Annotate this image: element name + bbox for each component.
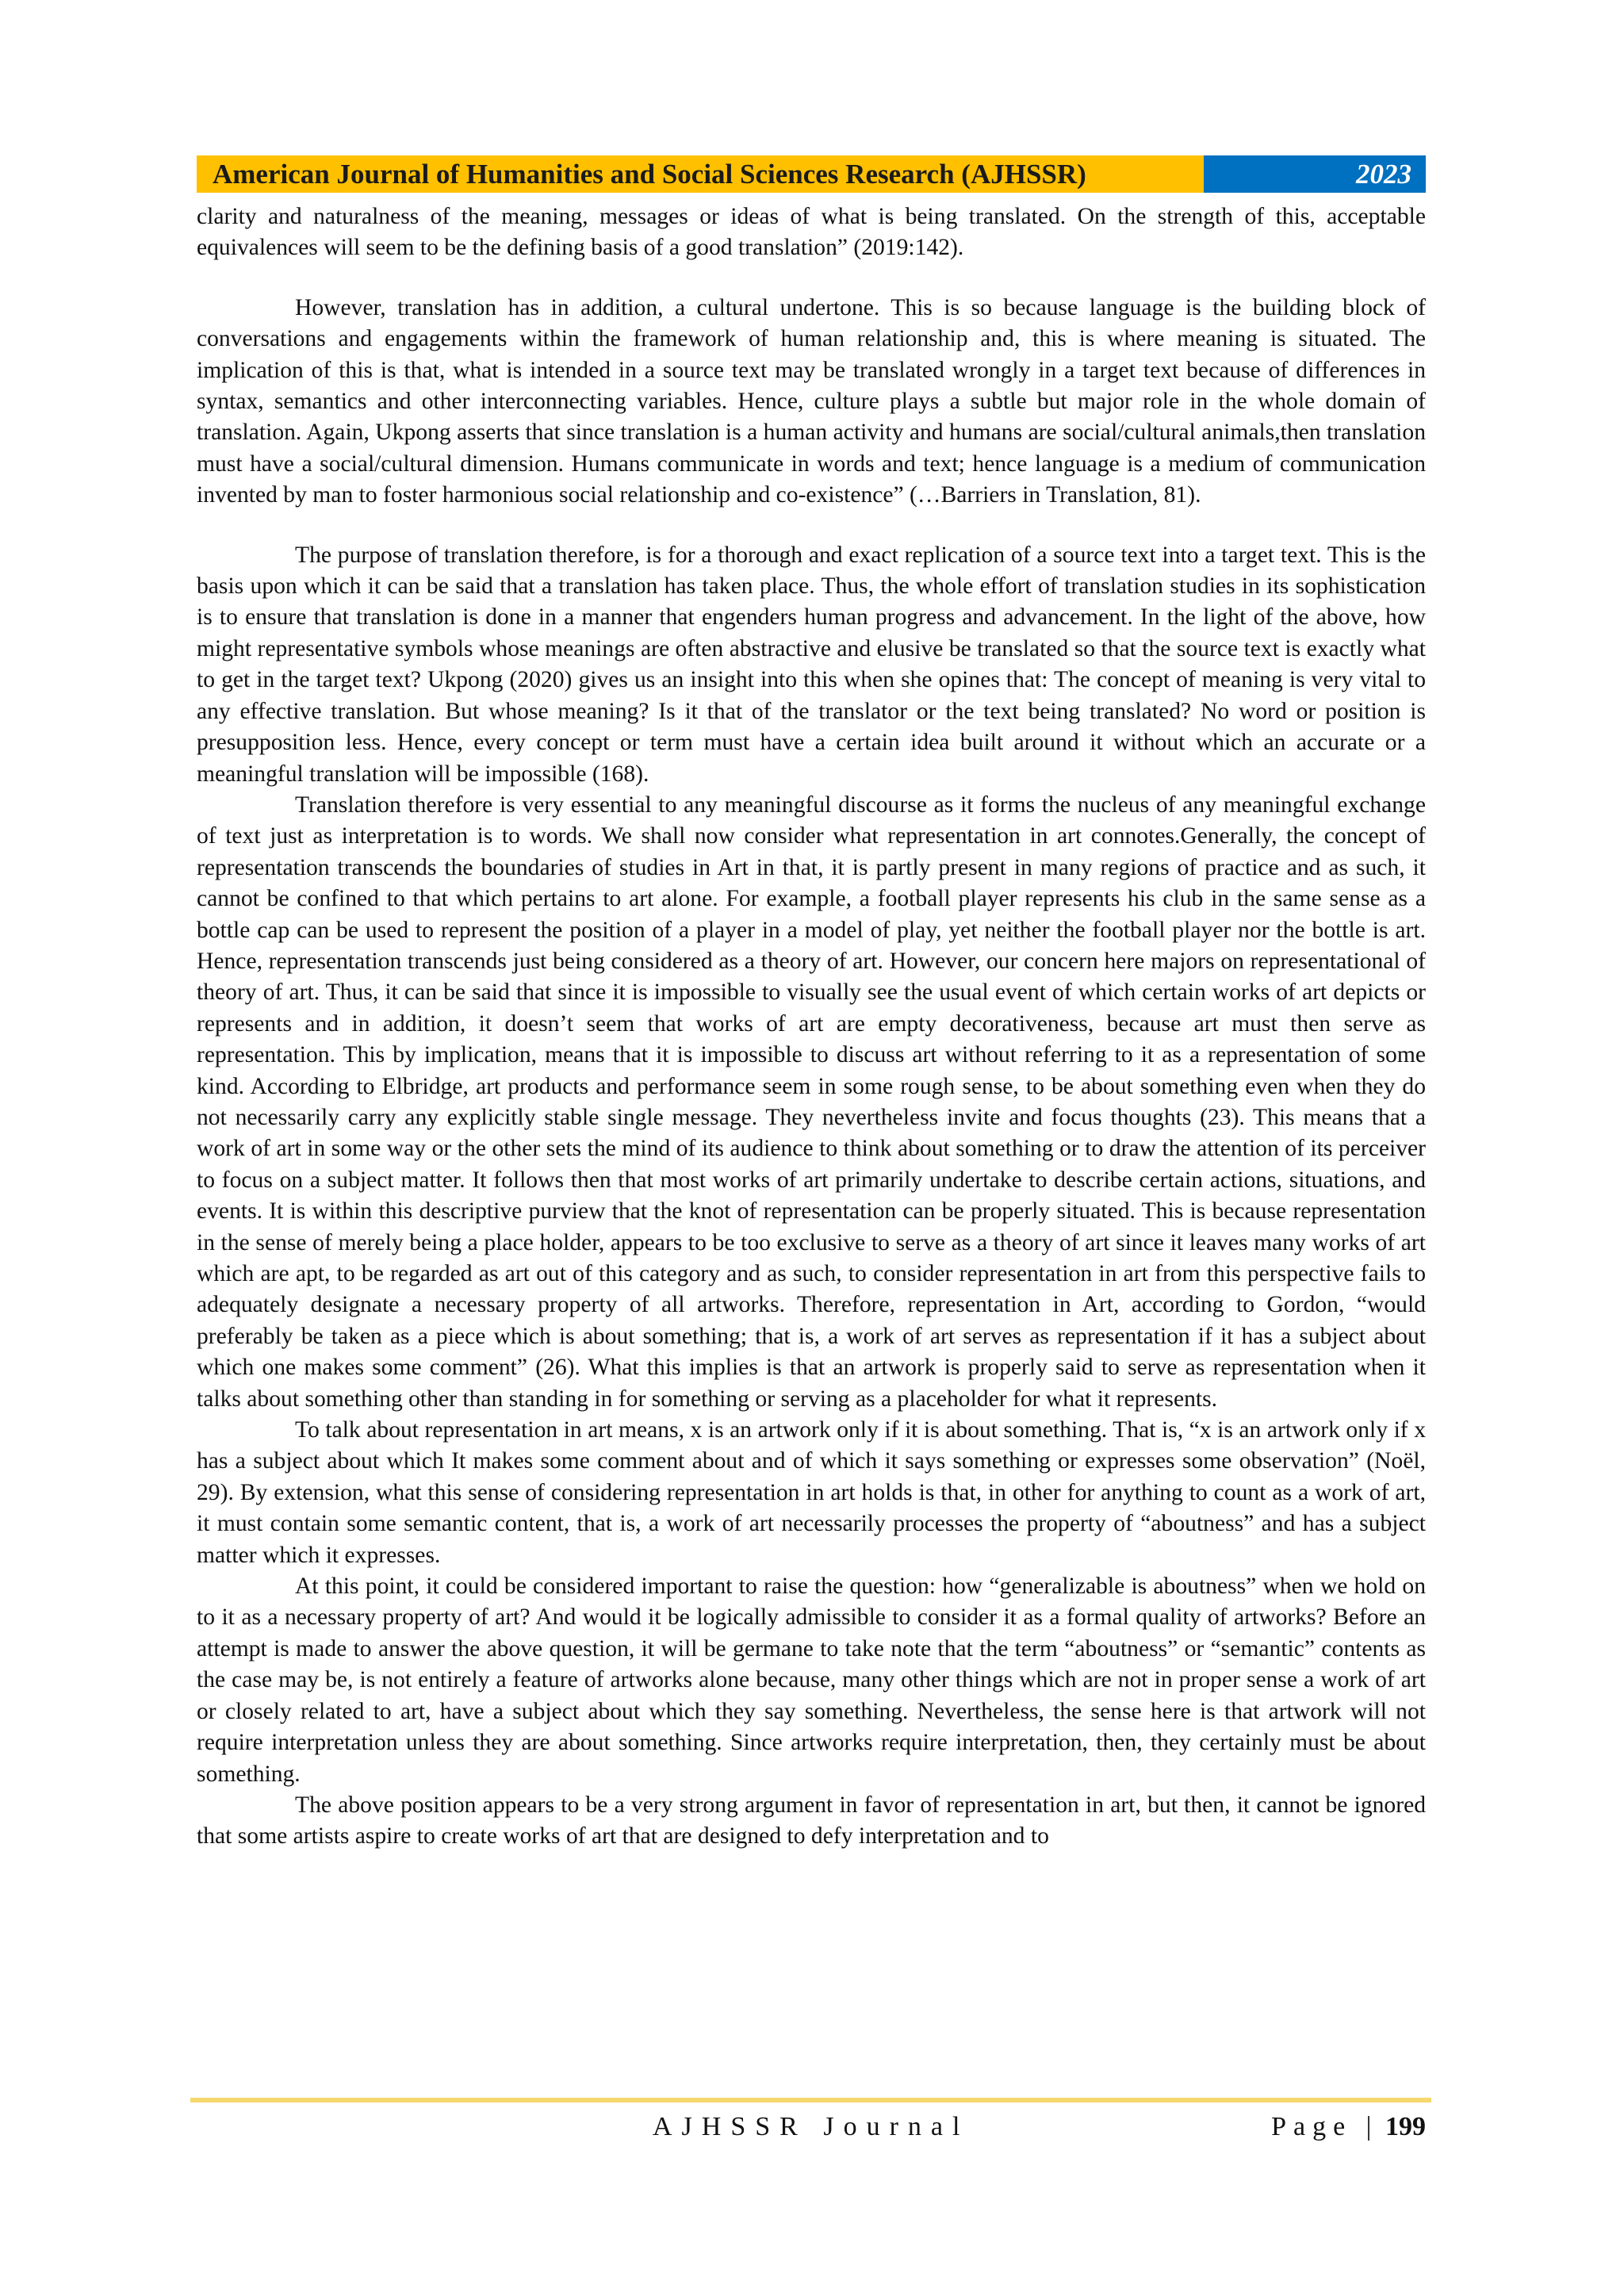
paragraph: The above position appears to be a very strong argument in favor of representation in art, but then, it cannot be ignored that some artists aspire to create works of art that are designed to defy interpretation and to <box>197 1792 1426 1849</box>
paragraph: At this point, it could be considered important to raise the question: how “generalizable is aboutness” when we hold on to it as a necessary property of art? And would it be logically admissible to consider it as a formal quality of artworks? Before an attempt is made to answer the above question, it will be germane to take note that the term “aboutness” or “semantic” contents as the case may be, is not entirely a feature of artworks alone because, many other things which are not in proper sense a work of art or closely related to art, have a subject about which they say something. Nevertheless, the sense here is that artwork will not require interpretation unless they are about something. Since artworks require interpretation, then, they certainly must be about something. <box>197 1573 1426 1787</box>
journal-header <box>197 155 1426 193</box>
article-body <box>197 201 1426 1853</box>
journal-title: American Journal of Humanities and Social Sciences Research (AJHSSR) <box>197 155 1204 193</box>
page-indicator <box>1271 2110 1426 2145</box>
paragraph: However, translation has in addition, a cultural undertone. This is so because language is the building block of conversations and engagements within the framework of human relationship and, this is where meaning is situated. The implication of this is that, what is intended in a source text may be translated wrongly in a target text because of differences in syntax, semantics and other interconnecting variables. Hence, culture plays a subtle but major role in the whole domain of translation. Again, Ukpong asserts that since translation is a human activity and humans are social/cultural animals,then translation must have a social/cultural dimension. Humans communicate in words and text; hence language is a medium of communication invented by man to foster harmonious social relationship and co-existence” (…Barriers in Translation, 81). <box>197 294 1426 508</box>
paragraph: To talk about representation in art means, x is an artwork only if it is about something. That is, “x is an artwork only if x has a subject about which It makes some comment about and of which it says something or expresses some observation” (Noël, 29). By extension, what this sense of considering representation in art holds is that, in other for anything to count as a work of art, it must contain some semantic content, that is, a work of art necessarily processes the property of “aboutness” and has a subject matter which it expresses. <box>197 1417 1426 1568</box>
paragraph: Translation therefore is very essential to any meaningful discourse as it forms the nucleus of any meaningful exchange of text just as interpretation is to words. We shall now consider what representation in art connotes.Generally, the concept of representation transcends the boundaries of studies in Art in that, it is partly present in many regions of practice and as such, it cannot be confined to that which pertains to art alone. For example, a football player represents his club in the same sense as a bottle cap can be used to represent the position of a player in a model of play, yet neither the football player nor the bottle is art. Hence, representation transcends just being considered as a theory of art. However, our concern here majors on representational of theory of art. Thus, it can be said that since it is impossible to visually see the usual event of which certain works of art depicts or represents and in addition, it doesn’t seem that works of art are empty decorativeness, because art must then serve as representation. This by implication, means that it is impossible to discuss art without referring to it as a representation of some kind. According to Elbridge, art products and performance seem in some rough sense, to be about something even when they do not necessarily carry any explicitly stable single message. They nevertheless invite and focus thoughts (23). This means that a work of art in some way or the other sets the mind of its audience to think about something or to draw the attention of its perceiver to focus on a subject matter. It follows then that most works of art primarily undertake to describe certain actions, situations, and events. It is within this descriptive purview that the knot of representation can be properly situated. This is because representation in the sense of merely being a place holder, appears to be too exclusive to serve as a theory of art since it leaves many works of art which are apt, to be regarded as art out of this category and as such, to consider representation in art from this perspective fails to adequately designate a necessary property of all artworks. Therefore, representation in Art, according to Gordon, “would preferably be taken as a piece which is about something; that is, a work of art serves as representation if it has a subject about which one makes some comment” (26). What this implies is that an artwork is properly said to serve as representation when it talks about something other than standing in for something or serving as a placeholder for what it represents. <box>197 792 1426 1412</box>
footer-journal-name: AJHSSR Journal <box>653 2112 970 2141</box>
paragraph: clarity and naturalness of the meaning, messages or ideas of what is being translated. On the strength of this, acceptable equivalences will seem to be the defining basis of a good translation” (2019:142). <box>197 204 1426 261</box>
page-number: 199 <box>1385 2112 1426 2141</box>
paragraph: The purpose of translation therefore, is for a thorough and exact replication of a source text into a target text. This is the basis upon which it can be said that a translation has taken place. Thus, the whole effort of translation studies in its sophistication is to ensure that translation is done in a manner that engenders human progress and advancement. In the light of the above, how might representative symbols whose meanings are often abstractive and elusive be translated so that the source text is exactly what to get in the target text? Ukpong (2020) gives us an insight into this when she opines that: The concept of meaning is very vital to any effective translation. But whose meaning? Is it that of the translator or the text being translated? No word or position is presupposition less. Hence, every concept or term must have a certain idea built around it without which an accurate or a meaningful translation will be impossible (168). <box>197 542 1426 787</box>
publication-year: 2023 <box>1204 155 1426 193</box>
page-label: Page | <box>1271 2112 1379 2141</box>
footer-divider <box>190 2098 1431 2102</box>
